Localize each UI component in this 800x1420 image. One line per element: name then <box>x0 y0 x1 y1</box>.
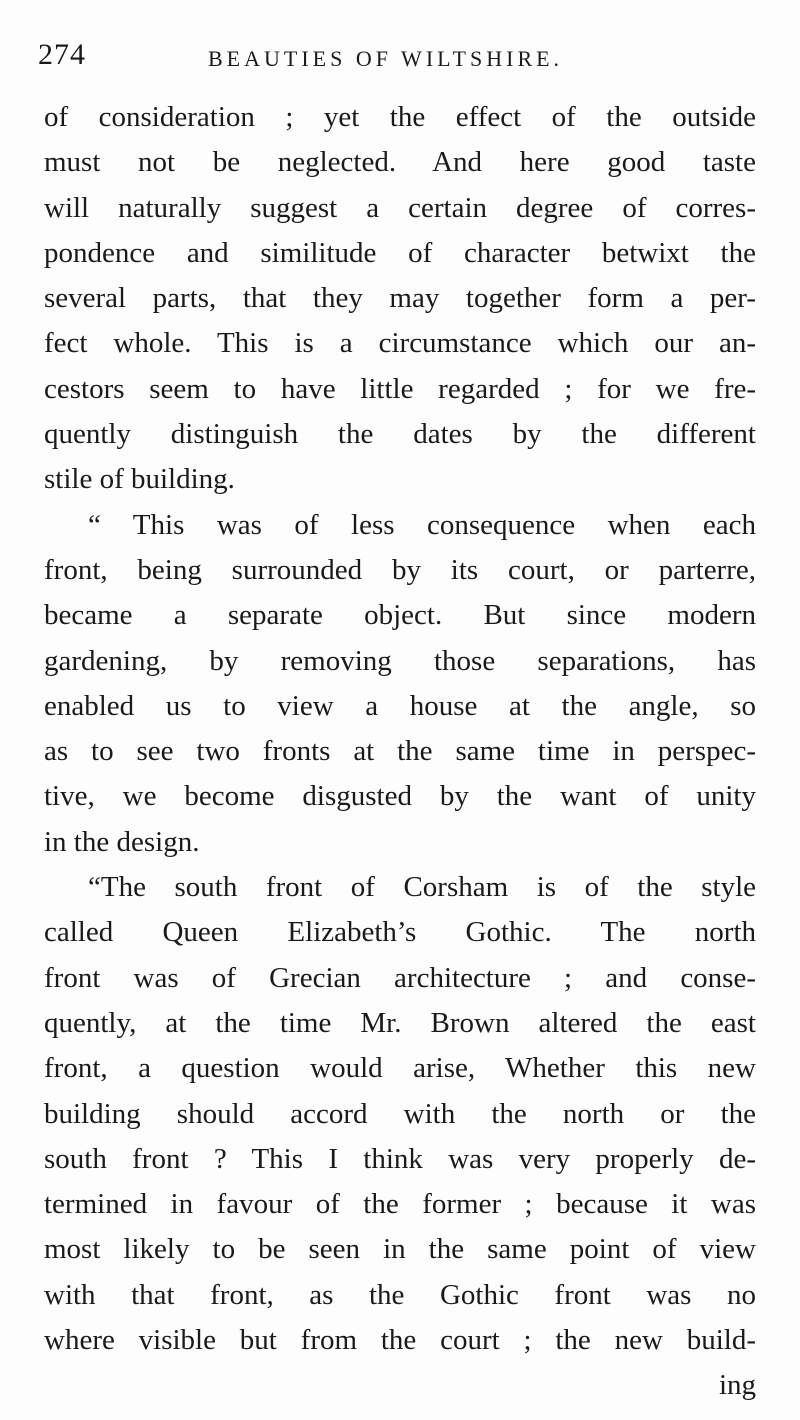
text-line: of consideration ; yet the effect of the outside <box>44 101 756 133</box>
text-line: front, a question would arise, Whether this new <box>44 1052 756 1085</box>
text-line: south front ? This I think was very properly de- <box>44 1142 756 1175</box>
page-number: 274 <box>38 38 86 71</box>
text-line: tive, we become disgusted by the want of unity <box>44 780 756 813</box>
text-line: enabled us to view a house at the angle, so <box>44 689 756 722</box>
text-line: pondence and similitude of character betwixt the <box>44 236 756 269</box>
text-line: stile of building. <box>44 463 235 496</box>
text-line: front was of Grecian architecture ; and conse- <box>44 961 756 994</box>
text-line: called Queen Elizabeth’s Gothic. The north <box>44 916 756 949</box>
catchword: ing <box>718 1369 756 1402</box>
text-line: will naturally suggest a certain degree of corres- <box>44 191 756 224</box>
text-line: fect whole. This is a circumstance which our an- <box>44 327 756 360</box>
running-head <box>38 38 762 78</box>
text-line: quently distinguish the dates by the different <box>44 418 756 451</box>
body-text <box>44 95 756 1409</box>
text-line: in the design. <box>44 825 200 858</box>
text-line: “The south front of Corsham is of the style <box>88 871 756 904</box>
text-line: gardening, by removing those separations, has <box>44 644 756 677</box>
text-line: quently, at the time Mr. Brown altered the east <box>44 1006 756 1039</box>
text-line: termined in favour of the former ; because it was <box>44 1188 756 1221</box>
text-line: with that front, as the Gothic front was no <box>44 1278 756 1311</box>
text-line: must not be neglected. And here good taste <box>44 146 756 179</box>
text-line: as to see two fronts at the same time in perspec- <box>44 735 756 768</box>
text-line: several parts, that they may together form a per- <box>44 282 756 315</box>
text-line: became a separate object. But since modern <box>44 599 756 632</box>
text-line: cestors seem to have little regarded ; for we fre- <box>44 372 756 405</box>
text-line: building should accord with the north or the <box>44 1097 756 1130</box>
text-line: where visible but from the court ; the new build- <box>44 1324 756 1357</box>
text-line: “ This was of less consequence when each <box>88 508 756 541</box>
text-line: front, being surrounded by its court, or parterre, <box>44 553 756 586</box>
running-title: BEAUTIES OF WILTSHIRE. <box>208 46 564 71</box>
text-line: most likely to be seen in the same point of view <box>44 1233 756 1266</box>
